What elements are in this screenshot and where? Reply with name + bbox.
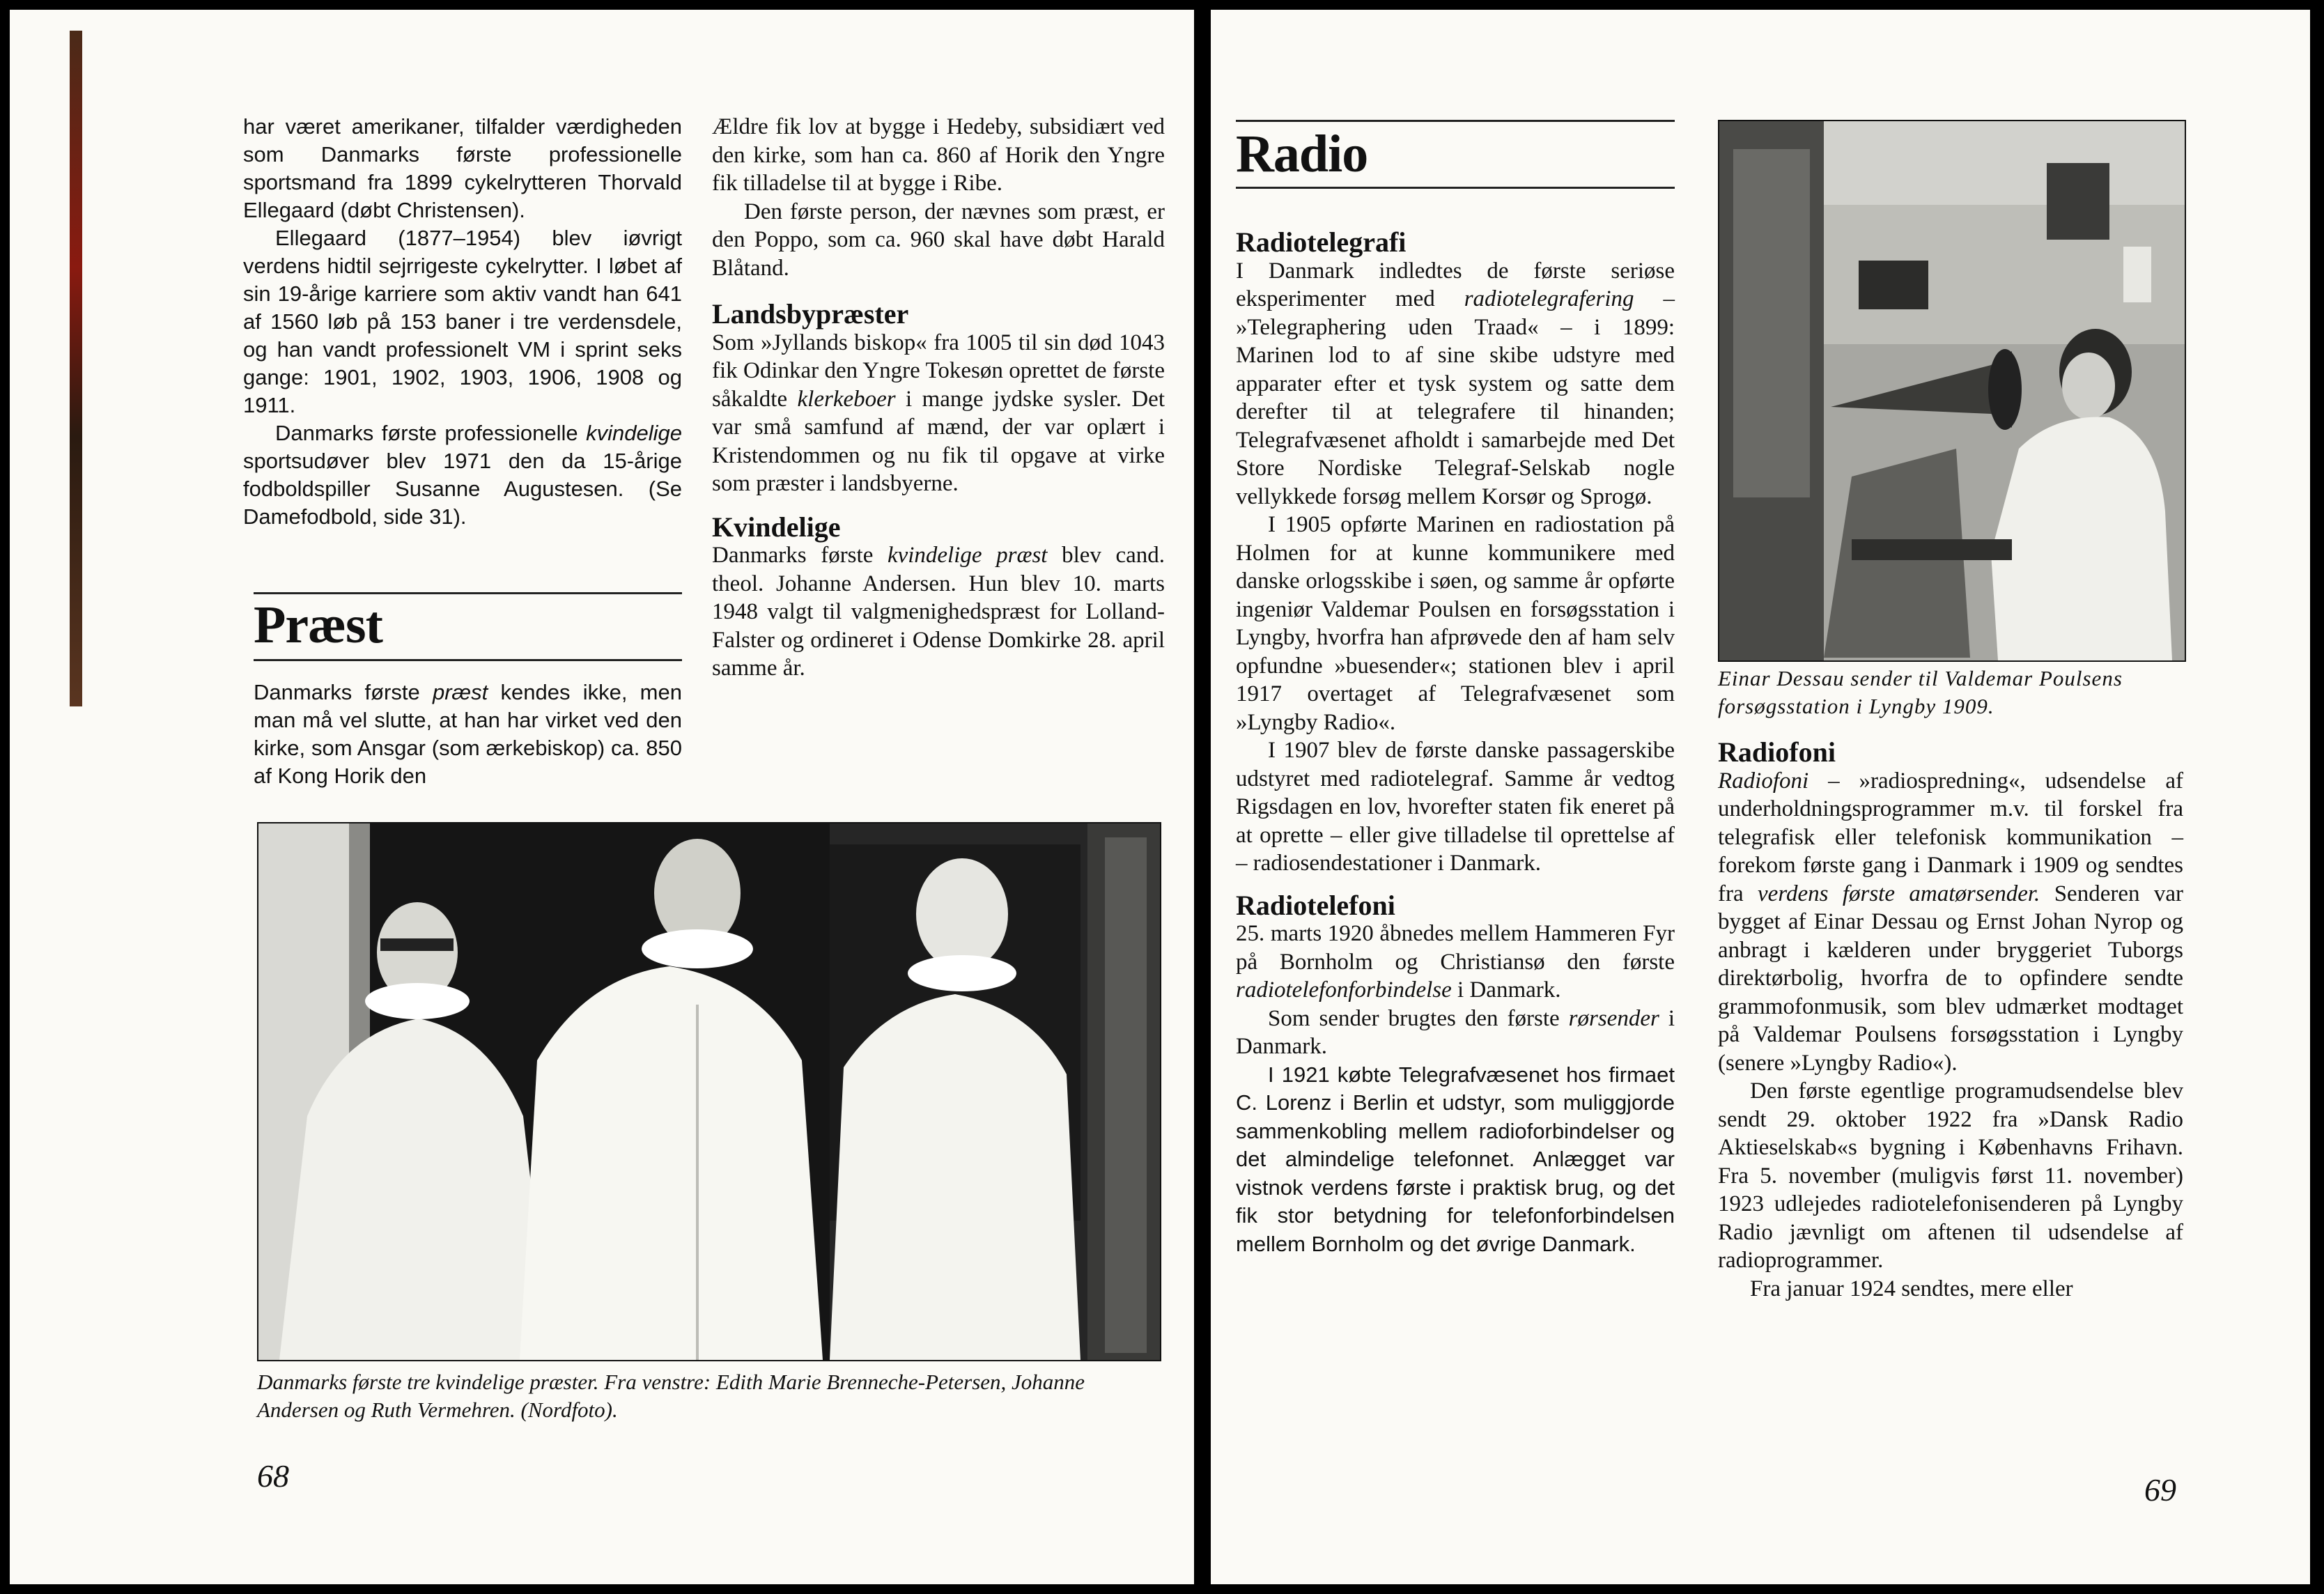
- heading-rule-top: [254, 592, 682, 594]
- paragraph-radiotelegrafi-1: I Danmark indledtes de første seriøse eksperimenter med radiotelegrafering – »Telegraphering uden Traad« – i 1899: Marinen lod to af sine skibe udstyre med apparater efter et tysk system og satte dem derefter til at telegrafere til hinanden; Telegrafvæsenet afholdt i samarbejde med Det Store Nordiske Telegraf-Selskab nogle vellykkede forsøg mellem Korsør og Sprogø.: [1236, 258, 1675, 509]
- paragraph-female-athlete: Danmarks første professionelle kvindelige sportsudøver blev 1971 den da 15-årige fodboldspiller Susanne Augustesen. (Se Damefodbold, side 31).: [243, 421, 682, 529]
- subheading-radiotelegrafi: Radiotelegrafi: [1236, 226, 1407, 258]
- right-page: [1211, 10, 2310, 1584]
- paragraph-radiotelegrafi-3: I 1907 blev de første danske passagerskibe udstyret med radiotelegraf. Samme år vedtog Rigsdagen en lov, hvorefter staten fik eneret på at oprette – eller give tilladelse til oprettelse af – radiosendestationer i Danmark.: [1236, 738, 1675, 876]
- paragraph-praest-intro: Danmarks første præst kendes ikke, men man må vel slutte, at han har virket ved den kirke, som Ansgar (som ærkebiskop) ca. 850 af Kong Horik den: [254, 680, 682, 788]
- paragraph-radiotelefoni-3: I 1921 købte Telegrafvæsenet hos firmaet C. Lorenz i Berlin et udstyr, som muliggjorde sammenkobling mellem radioforbindelser og det almindelige telefonnet. Anlægget var vistnok verdens første i praktisk brug, og det fik stor betydning for telefonforbindelsen mellem Bornholm og det øvrige Danmark.: [1236, 1062, 1675, 1256]
- caption-priests-photo: Danmarks første tre kvindelige præster. Fra venstre: Edith Marie Brenneche-Petersen, Johanne Andersen og Ruth Vermehren. (Nordfoto).: [257, 1370, 1085, 1422]
- paragraph-radiotelefoni-1: 25. marts 1920 åbnedes mellem Hammeren Fyr på Bornholm og Christiansø den første radiotelefonforbindelse i Danmark.: [1236, 921, 1675, 1003]
- left-column-1: [243, 113, 682, 531]
- paragraph-radiofoni-2: Den første egentlige programudsendelse blev sendt 29. oktober 1922 fra »Dansk Radio Aktieselskab«s bygning i Københavns Frihavn. Fra 5. november (muligvis først 11. november) 1923 udlejedes radiotelefonisenderen på Lyngby Radio jævnligt om aftenen til udsendelse af radioprogrammer.: [1718, 1078, 2183, 1273]
- caption-radio-photo: Einar Dessau sender til Valdemar Poulsens forsøgsstation i Lyngby 1909.: [1718, 666, 2123, 718]
- paragraph-cyclist-intro: har været amerikaner, tilfalder værdigheden som Danmarks første professionelle sportsmand fra 1899 cykelrytteren Thorvald Ellegaard (døbt Christensen).: [243, 114, 682, 222]
- paragraph-radiotelefoni-2: Som sender brugtes den første rørsender i Danmark.: [1236, 1005, 1675, 1059]
- photo-einar-dessau: [1718, 120, 2186, 662]
- paragraph-kvindelige: Danmarks første kvindelige præst blev cand. theol. Johanne Andersen. Hun blev 10. marts 1948 valgt til valgmenighedspræst for Lolland-Falster og ordineret i Odense Domkirke 28. april samme år.: [712, 543, 1165, 681]
- paragraph-radiofoni-1: Radiofoni – »radiospredning«, udsendelse af underholdningsprogrammer m.v. til forskel fra telegrafisk eller telefonisk kommunikation – forekom første gang i Danmark i 1909 og sendtes fra verdens første amatørsender. Senderen var bygget af Einar Dessau og Ernst Johan Nyrop og anbragt i kælderen under bryggeriet Tuborgs direktørbolig, hvorfra de to opfindere sendte grammofonmusik, som blev udmærket modtaget på Valdemar Poulsens forsøgsstation i Lyngby (senere »Lyngby Radio«).: [1718, 768, 2183, 1076]
- subheading-radiotelefoni: Radiotelefoni: [1236, 889, 1395, 921]
- page-number-right: 69: [2144, 1472, 2176, 1508]
- paragraph-ellegaard: Ellegaard (1877–1954) blev iøvrigt verdens hidtil sejrrigeste cykelrytter. I løbet af sin 19-årige karriere som aktiv vandt han 641 af 1560 løb på 153 baner i tre verdensdele, og han vandt professionelt VM i sprint seks gange: 1901, 1902, 1903, 1906, 1908 og 1911.: [243, 226, 682, 417]
- paragraph-hedeby: Ældre fik lov at bygge i Hedeby, subsidiært ved den kirke, som han ca. 860 af Horik den Yngre fik tilladelse til at bygge i Ribe.: [712, 114, 1165, 196]
- entry-heading-praest: Præst: [254, 596, 382, 654]
- radio-photo-illustration: [1719, 121, 2185, 660]
- entry-heading-radio: Radio: [1236, 125, 1368, 183]
- subheading-radiofoni: Radiofoni: [1718, 736, 1836, 768]
- paragraph-radiotelegrafi-2: I 1905 opførte Marinen en radiostation på Holmen for at kunne kommunikere med danske orlogsskibe i søen, og samme år opførte ingeniør Valdemar Poulsen en forsøgsstation i Lyngby, hvorfra han afprøvede den af ham selv opfundne »buesender«; stationen blev i april 1917 overtaget af Telegrafvæsenet som »Lyngby Radio«.: [1236, 512, 1675, 735]
- left-page: [10, 10, 1194, 1584]
- page-number-left: 68: [257, 1458, 289, 1494]
- heading-rule-bottom: [254, 659, 682, 661]
- right-column-1: [1236, 226, 1675, 1258]
- left-column-2: [712, 113, 1165, 683]
- book-spine-strip: [70, 31, 82, 706]
- photo-three-female-priests: [257, 822, 1161, 1361]
- paragraph-landsbypraester: Som »Jyllands biskop« fra 1005 til sin død 1043 fik Odinkar den Yngre Tokesøn oprettet de første såkaldte klerkeboer i mange jydske sysler. Det var små samfund af mænd, der var oplært i Kristendommen og nu fik til opgave at virke som præster i landsbyerne.: [712, 330, 1165, 496]
- subheading-kvindelige: Kvindelige: [712, 511, 841, 543]
- paragraph-radiofoni-3: Fra januar 1924 sendtes, mere eller: [1750, 1276, 2073, 1301]
- paragraph-poppo: Den første person, der nævnes som præst, er den Poppo, som ca. 960 skal have døbt Harald Blåtand.: [712, 199, 1165, 281]
- left-column-1-praest: [254, 679, 682, 790]
- right-column-2: [1718, 738, 2183, 1303]
- subheading-landsbypraester: Landsbypræster: [712, 298, 909, 330]
- priests-photo-illustration: [258, 823, 1160, 1360]
- radio-heading-rule-top: [1236, 120, 1675, 122]
- radio-heading-rule-bottom: [1236, 187, 1675, 189]
